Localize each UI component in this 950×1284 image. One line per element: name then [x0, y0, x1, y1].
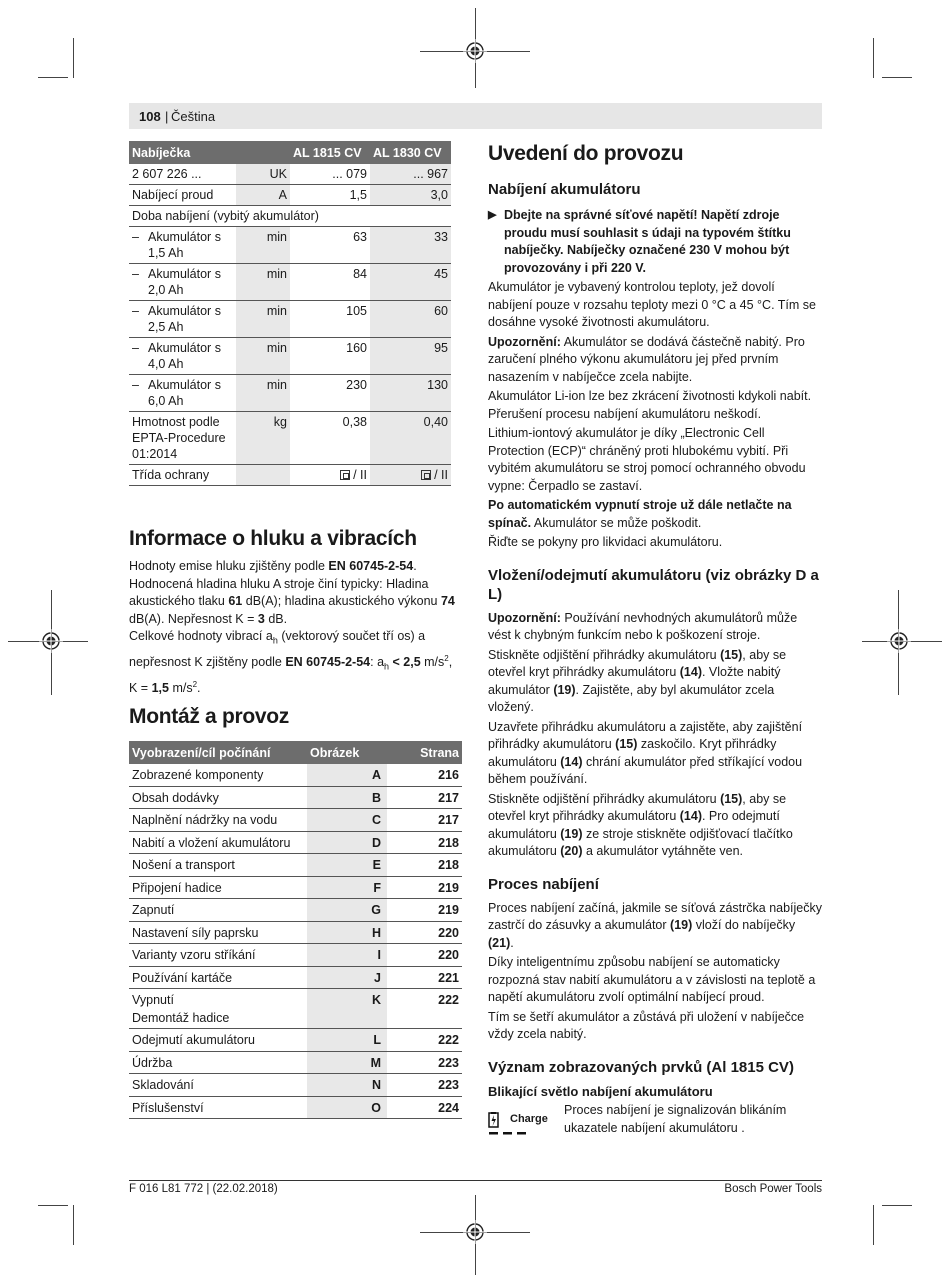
paragraph: Uzavřete přihrádku akumulátoru a zajistěte, aby zajištění přihrádky akumulátoru (15) zaskočilo. Kryt přihrádky akumulátoru (14) chrání akumulátor před stříkající vodou během používání. — [488, 719, 803, 786]
registration-mark-icon — [463, 39, 487, 63]
table-row — [129, 227, 451, 264]
crop-mark — [38, 1205, 68, 1206]
subheading-insert: Vložení/odejmutí akumulátoru (viz obrázky D a L) — [488, 566, 819, 603]
table-cell: 63 — [290, 227, 370, 264]
table-cell: K — [307, 989, 387, 1029]
table-cell: A — [236, 185, 290, 206]
table-cell: / II — [370, 465, 451, 486]
table-header-row — [129, 141, 451, 164]
table-cell: Nabití a vložení akumulátoru — [129, 831, 307, 854]
paragraph: Proces nabíjení začíná, jakmile se síťová zástrčka nabíječky zastrčí do zásuvky a akumulátor (19) vloží do nabíječky (21). — [488, 900, 823, 950]
protection-class-icon — [340, 470, 350, 480]
crop-mark — [873, 38, 874, 78]
table-header-row — [129, 741, 462, 764]
table-cell: 223 — [387, 1051, 462, 1074]
table-cell: kg — [236, 412, 290, 465]
table-header: Obrázek — [307, 741, 387, 764]
assembly-table — [129, 741, 462, 1119]
table-cell: Údržba — [129, 1051, 307, 1074]
table-cell: 160 — [290, 338, 370, 375]
paragraph: Upozornění: Akumulátor se dodává částečně nabitý. Pro zaručení plného výkonu akumulátoru jej před prvním nasazením v nabíječce zcela nabijte. — [488, 334, 805, 384]
table-cell: 222 — [387, 1029, 462, 1052]
table-row — [129, 185, 451, 206]
table-cell: – Akumulátor s 2,0 Ah — [129, 264, 236, 301]
table-cell: H — [307, 921, 387, 944]
table-cell: Třída ochrany — [129, 465, 236, 486]
crop-mark — [73, 38, 74, 78]
table-cell: N — [307, 1074, 387, 1097]
crop-mark — [882, 77, 912, 78]
table-cell: 224 — [387, 1096, 462, 1119]
table-cell: min — [236, 301, 290, 338]
dash-marker: – — [132, 230, 139, 244]
table-header: Vyobrazení/cíl počínání — [129, 741, 307, 764]
table-cell: Příslušenství — [129, 1096, 307, 1119]
table-cell: 95 — [370, 338, 451, 375]
table-cell: Naplnění nádržky na vodu — [129, 809, 307, 832]
protection-class-icon — [421, 470, 431, 480]
table-row — [129, 809, 462, 832]
table-cell: M — [307, 1051, 387, 1074]
table-cell: Zapnutí — [129, 899, 307, 922]
subheading-charging: Nabíjení akumulátoru — [488, 181, 641, 198]
paragraph: Po automatickém vypnutí stroje už dále netlačte na spínač. Akumulátor se může poškodit. — [488, 498, 792, 530]
subheading-blink: Blikající světlo nabíjení akumulátoru — [488, 1083, 713, 1099]
table-cell: – Akumulátor s 4,0 Ah — [129, 338, 236, 375]
registration-mark-icon — [39, 629, 63, 653]
table-cell: 0,38 — [290, 412, 370, 465]
table-cell: Odejmutí akumulátoru — [129, 1029, 307, 1052]
table-header: Nabíječka — [129, 141, 236, 164]
table-cell: UK — [236, 164, 290, 185]
table-row — [129, 786, 462, 809]
page-header — [129, 103, 822, 129]
table-cell: min — [236, 375, 290, 412]
warning-paragraph: ▶ Dbejte na správné síťové napětí! Napětí zdroje proudu musí souhlasit s údaji na typovém štítku nabíječky. Nabíječky označené 230 V mohou být provozovány i při 220 V. — [488, 207, 822, 277]
table-row — [129, 1029, 462, 1052]
header-separator: | — [165, 109, 169, 124]
table-cell: 218 — [387, 831, 462, 854]
paragraph: Akumulátor Li-ion lze bez zkrácení životnosti kdykoli nabít. Přerušení procesu nabíjení akumulátoru neškodí. — [488, 389, 812, 421]
table-cell: 220 — [387, 944, 462, 967]
table-cell: 223 — [387, 1074, 462, 1097]
section-title-noise: Informace o hluku a vibracích — [129, 527, 417, 550]
table-cell: D — [307, 831, 387, 854]
paragraph: Řiďte se pokyny pro likvidaci akumulátoru. — [488, 535, 723, 549]
table-cell: 219 — [387, 876, 462, 899]
footer-brand: Bosch Power Tools — [724, 1183, 822, 1195]
page-number: 108 — [139, 109, 161, 124]
table-cell: 84 — [290, 264, 370, 301]
table-cell: Připojení hadice — [129, 876, 307, 899]
table-cell: O — [307, 1096, 387, 1119]
table-cell: ... 967 — [370, 164, 451, 185]
table-cell: 3,0 — [370, 185, 451, 206]
charge-label: Charge — [510, 1113, 548, 1125]
table-cell: G — [307, 899, 387, 922]
table-cell: Skladování — [129, 1074, 307, 1097]
table-cell: 130 — [370, 375, 451, 412]
table-header — [236, 141, 290, 164]
table-cell: Zobrazené komponenty — [129, 764, 307, 786]
table-row — [129, 1051, 462, 1074]
footer-rule — [129, 1180, 822, 1181]
table-cell: 230 — [290, 375, 370, 412]
paragraph: Stiskněte odjištění přihrádky akumulátoru (15), aby se otevřel kryt přihrádky akumulátoru (14). Vložte nabitý akumulátor (19). Zajistěte, aby byl akumulátor zcela vložený. — [488, 647, 787, 714]
table-cell: L — [307, 1029, 387, 1052]
startup-section — [488, 180, 822, 1137]
table-header: AL 1815 CV — [290, 141, 370, 164]
table-cell: Hmotnost podle EPTA-Procedure 01:2014 — [129, 412, 236, 465]
table-row — [129, 966, 462, 989]
table-cell — [236, 465, 290, 486]
table-cell: 33 — [370, 227, 451, 264]
crop-mark — [38, 77, 68, 78]
table-cell: Doba nabíjení (vybitý akumulátor) — [129, 206, 451, 227]
crop-mark — [73, 1205, 74, 1245]
table-cell: 222 — [387, 989, 462, 1029]
table-cell: Obsah dodávky — [129, 786, 307, 809]
table-cell: 0,40 — [370, 412, 451, 465]
table-cell: Varianty vzoru stříkání — [129, 944, 307, 967]
registration-mark-icon — [887, 629, 911, 653]
page-language: Čeština — [171, 109, 216, 124]
table-cell: 60 — [370, 301, 451, 338]
paragraph: Tím se šetří akumulátor a zůstává při uložení v nabíječce vždy zcela nabitý. — [488, 1009, 805, 1041]
charger-specs-table — [129, 141, 451, 486]
section-title-assembly: Montáž a provoz — [129, 705, 290, 728]
table-row — [129, 465, 451, 486]
table-cell: ... 079 — [290, 164, 370, 185]
table-row — [129, 301, 451, 338]
table-row — [129, 264, 451, 301]
crop-mark — [873, 1205, 874, 1245]
table-row — [129, 1074, 462, 1097]
table-row — [129, 876, 462, 899]
table-cell: Nastavení síly paprsku — [129, 921, 307, 944]
blink-description: Proces nabíjení je signalizován blikáním ukazatele nabíjení akumulátoru . — [564, 1103, 787, 1135]
paragraph: Lithium-iontový akumulátor je díky „Electronic Cell Protection (ECP)“ chráněný proti hlubokému vybití. Při vybitém akumulátoru se stroj pomocí ochranného obvodu vypne: Čerpadlo se zastaví. — [488, 426, 806, 493]
table-row — [129, 764, 462, 786]
table-cell: 216 — [387, 764, 462, 786]
table-cell: 1,5 — [290, 185, 370, 206]
table-row — [129, 944, 462, 967]
paragraph: Hodnocená hladina hluku A stroje činí typicky: Hladina akustického tlaku 61 dB(A); hladina akustického výkonu 74 dB(A). Nepřesnost K = 3 dB. — [129, 576, 455, 626]
subheading-meaning: Význam zobrazovaných prvků (Al 1815 CV) — [488, 1058, 794, 1076]
table-cell: 2 607 226 ... — [129, 164, 236, 185]
table-cell: A — [307, 764, 387, 786]
table-row — [129, 831, 462, 854]
table-row — [129, 164, 451, 185]
dash-marker: – — [132, 304, 139, 318]
arrow-bullet-icon: ▶ — [488, 209, 497, 221]
table-cell: 217 — [387, 786, 462, 809]
paragraph: Celkové hodnoty vibrací $a_h$ (vektorový součet tří os) a nepřesnost K zjištěny podle EN 60745-2-54: $a_h < 2,5$ $m/s^2$, K = 1,5 $m/s^2$. — [129, 629, 453, 696]
table-cell: 45 — [370, 264, 451, 301]
paragraph: Akumulátor je vybavený kontrolou teploty, jež dovolí nabíjení pouze v rozsahu teploty mezi 0 °C a 45 °C. Tím se dosáhne vysoké životnosti akumulátoru. — [488, 280, 816, 329]
paragraph: Upozornění: Používání nevhodných akumulátorů může vést k chybným funkcím nebo k poškození stroje. — [488, 610, 798, 642]
paragraph: Díky inteligentnímu způsobu nabíjení se automaticky rozpozná stav nabití akumulátoru a v závislosti na teplotě a napětí akumulátoru zvolí optimální nabíjecí proud. — [488, 955, 816, 1004]
table-row — [129, 412, 451, 465]
table-cell: Používání kartáče — [129, 966, 307, 989]
table-cell: 105 — [290, 301, 370, 338]
table-cell: min — [236, 338, 290, 375]
table-cell: Nošení a transport — [129, 854, 307, 877]
section-title-startup: Uvedení do provozu — [488, 142, 684, 165]
table-cell: B — [307, 786, 387, 809]
table-cell: Nabíjecí proud — [129, 185, 236, 206]
table-row — [129, 375, 451, 412]
dash-marker: – — [132, 267, 139, 281]
table-header: AL 1830 CV — [370, 141, 451, 164]
table-cell: 220 — [387, 921, 462, 944]
table-row — [129, 338, 451, 375]
dash-marker: – — [132, 341, 139, 355]
paragraph: Stiskněte odjištění přihrádky akumulátoru (15), aby se otevřel kryt přihrádky akumulátoru (14). Pro odejmutí akumulátoru (19) ze stroje stiskněte odjišťovací tlačítko akumulátoru (20) a akumulátor vytáhněte ven. — [488, 791, 793, 858]
table-cell: min — [236, 227, 290, 264]
table-row — [129, 206, 451, 227]
table-cell: min — [236, 264, 290, 301]
table-row — [129, 854, 462, 877]
table-cell: J — [307, 966, 387, 989]
table-row — [129, 1096, 462, 1119]
crop-mark — [882, 1205, 912, 1206]
dash-marker: – — [132, 378, 139, 392]
table-cell: – Akumulátor s 6,0 Ah — [129, 375, 236, 412]
table-cell: F — [307, 876, 387, 899]
table-cell: – Akumulátor s 1,5 Ah — [129, 227, 236, 264]
paragraph: Hodnoty emise hluku zjištěny podle EN 60745-2-54. — [129, 559, 417, 573]
table-cell: 219 — [387, 899, 462, 922]
footer-doc-id: F 016 L81 772 | (22.02.2018) — [129, 1183, 278, 1195]
table-cell: Vypnutí Demontáž hadice — [129, 989, 307, 1029]
table-cell: 218 — [387, 854, 462, 877]
table-row — [129, 989, 462, 1029]
registration-mark-icon — [463, 1220, 487, 1244]
table-cell: 221 — [387, 966, 462, 989]
subheading-process: Proces nabíjení — [488, 875, 599, 893]
table-cell: I — [307, 944, 387, 967]
table-cell: / II — [290, 465, 370, 486]
table-cell: 217 — [387, 809, 462, 832]
noise-text — [129, 558, 461, 698]
table-header: Strana — [387, 741, 462, 764]
table-row — [129, 921, 462, 944]
table-row — [129, 899, 462, 922]
table-cell: C — [307, 809, 387, 832]
table-cell: – Akumulátor s 2,5 Ah — [129, 301, 236, 338]
table-cell: E — [307, 854, 387, 877]
